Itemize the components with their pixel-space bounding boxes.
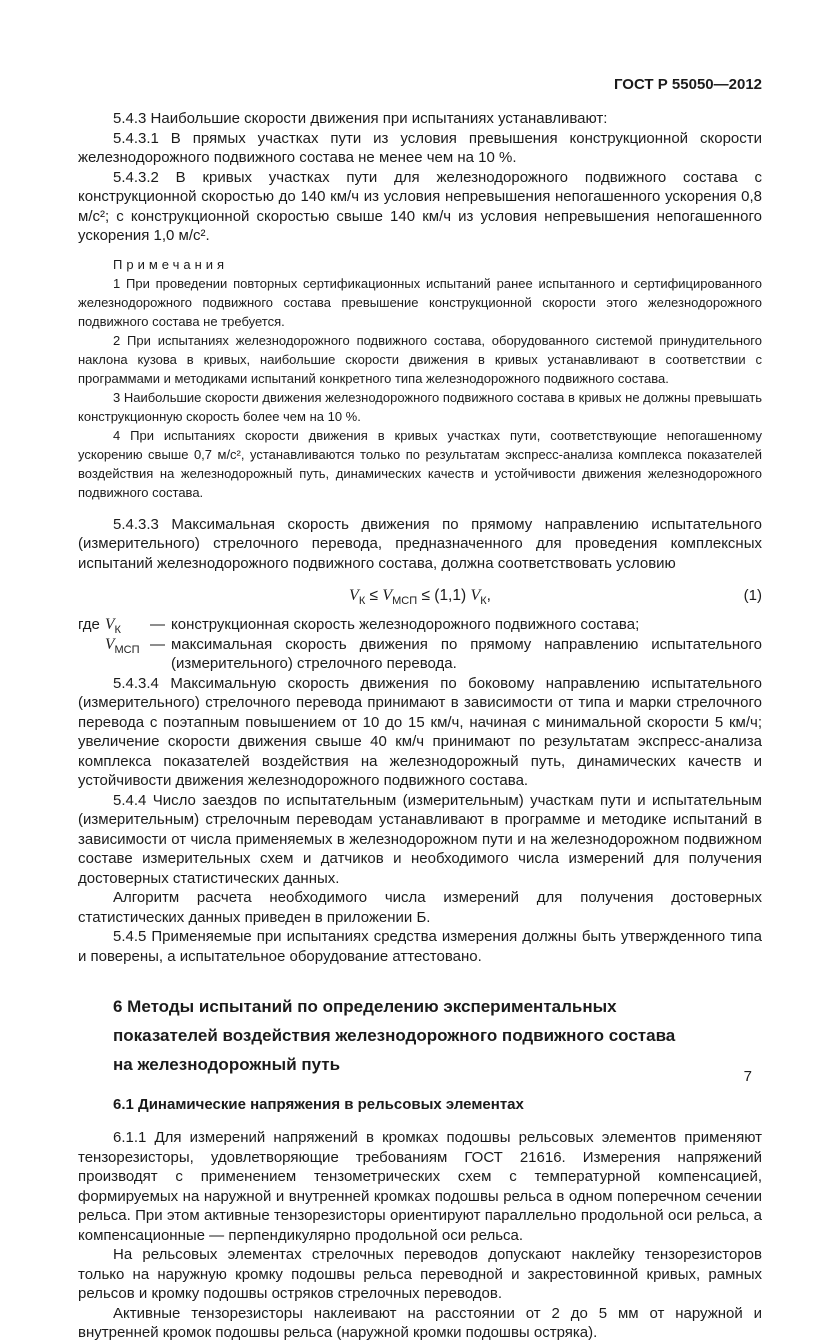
paragraph-6-1-1-b: На рельсовых элементах стрелочных переводов допускают наклейку тензорезисторов только на наружную кромку подошвы рельса переводной и закрестовинной кривых, рамных рельсов и кромку подошвы остряков стрелочных переводов. (78, 1246, 762, 1302)
paragraph-5-4-3-2: 5.4.3.2 В кривых участках пути для железнодорожного подвижного состава с конструкционной скоростью до 140 км/ч из условия непревышения непогашенного ускорения 0,8 м/с²; с конструкционной скоростью свыше 140 км/ч из условия непревышения непогашенного ускорения 1,0 м/с². (78, 168, 762, 244)
paragraph-5-4-3-4: 5.4.3.4 Максимальную скорость движения по боковому направлению испытательного (измерительного) стрелочного перевода принимают в зависимости от типа и марки стрелочного перевода с поэтапным повышением от 10 до 15 км/ч, начиная с минимальной скорости 5 км/ч; увеличение скорости движения свыше 40 км/ч принимают по результатам экспресс-анализа комплекса показателей воздействия на железнодорожный путь, динамических качеств и устойчивости движения железнодорожного подвижного состава. (78, 674, 762, 789)
formula-legend (78, 615, 762, 674)
standard-number-header: ГОСТ Р 55050—2012 (613, 76, 762, 93)
note-item-4: 4 При испытаниях скорости движения в кривых участках пути, соответствующие непогашенному ускорению свыше 0,7 м/с², устанавливаются только по результатам экспресс-анализа комплекса показателей воздействия на железнодорожный путь, динамических качеств и устойчивости движения железнодорожного подвижного состава. (78, 427, 762, 500)
formula-number: (1) (743, 587, 762, 604)
notes-title: Примечания (113, 256, 229, 272)
term-dash: — (150, 616, 165, 633)
section-6-heading-line-2: показателей воздействия железнодорожного подвижного состава (113, 1026, 676, 1045)
notes-block (78, 255, 762, 502)
paragraph-5-4-3: 5.4.3 Наибольшие скорости движения при испытаниях устанавливают: (113, 110, 608, 127)
paragraph-algorithm: Алгоритм расчета необходимого числа измерений для получения достоверных статистических данных приведен в приложении Б. (78, 889, 762, 926)
where-label: где (78, 616, 100, 633)
page-number: 7 (743, 1068, 752, 1085)
paragraph-5-4-3-3: 5.4.3.3 Максимальная скорость движения по прямому направлению испытательного (измерительного) стрелочного перевода, предназначенного для проведения комплексных испытаний железнодорожного подвижного состава, должна соответствовать условию (78, 515, 762, 572)
paragraph-5-4-4: 5.4.4 Число заездов по испытательным (измерительным) участкам пути и испытательным (измерительным) стрелочным переводам устанавливают в программе и методике испытаний в зависимости от числа применяемых в железнодорожном пути и на железнодорожном подвижном составе измерительных схем и датчиков и необходимого числа измерений для получения достоверных статистических данных. (78, 791, 762, 887)
term-symbol-vk: $V_К$ (105, 616, 121, 636)
term-dash: — (150, 635, 165, 653)
formula-1 (78, 586, 762, 606)
term-definition-vk: конструкционная скорость железнодорожного подвижного состава; (171, 616, 640, 633)
paragraph-6-1-1: 6.1.1 Для измерений напряжений в кромках подошвы рельсовых элементов применяют тензорезисторы, удовлетворяющие требованиям ГОСТ 21616. Измерения напряжений производят с применением тензометрических схем с температурной компенсацией, формируемых на наружной и внутренней кромках подошвы рельса в одном поперечном сечении рельса. При этом активные тензорезисторы ориентируют параллельно продольной оси рельса, а компенсационные — перпендикулярно продольной оси рельса. (78, 1129, 762, 1244)
paragraph-5-4-3-1: 5.4.3.1 В прямых участках пути из условия превышения конструкционной скорости железнодорожного подвижного состава не менее чем на 10 %. (78, 129, 762, 166)
note-item-3: 3 Наибольшие скорости движения железнодорожного подвижного состава в кривых не должны превышать конструкционную скорость более чем на 10 %. (78, 389, 762, 424)
legend-term-vmsp (78, 635, 762, 674)
paragraph-6-1-1-c: Активные тензорезисторы наклеивают на расстоянии от 2 до 5 мм от наружной и внутренней кромок подошвы рельса (наружной кромки подошвы остряка). (78, 1304, 762, 1341)
paragraph-5-4-5: 5.4.5 Применяемые при испытаниях средства измерения должны быть утвержденного типа и поверены, а испытательное оборудование аттестовано. (78, 928, 762, 965)
section-6-1-heading: 6.1 Динамические напряжения в рельсовых элементах (113, 1096, 524, 1113)
section-6-heading-line-1: 6 Методы испытаний по определению экспериментальных (113, 997, 617, 1016)
section-6-heading (78, 992, 762, 1079)
legend-term-vk (78, 615, 762, 635)
term-definition-vmsp: максимальная скорость движения по прямому направлению испытательного (измерительного) стрелочного перевода. (171, 635, 762, 672)
note-item-1: 1 При проведении повторных сертификационных испытаний ранее испытанного и сертифицированного железнодорожного подвижного состава превышение конструкционной скорости этого железнодорожного подвижного состава не требуется. (78, 275, 762, 329)
section-6-heading-line-3: на железнодорожный путь (113, 1055, 341, 1074)
term-symbol-vmsp: $V_{МСП}$ (105, 635, 140, 656)
formula-expression: $V_К \le V_{МСП} \le (1,1)$ $V_К$, (349, 587, 491, 608)
note-item-2: 2 При испытаниях железнодорожного подвижного состава, оборудованного системой принудительного наклона кузова в кривых, наибольшие скорости движения в кривых устанавливают в соответствии с программами и методиками испытаний конкретного типа железнодорожного подвижного состава. (78, 332, 762, 386)
